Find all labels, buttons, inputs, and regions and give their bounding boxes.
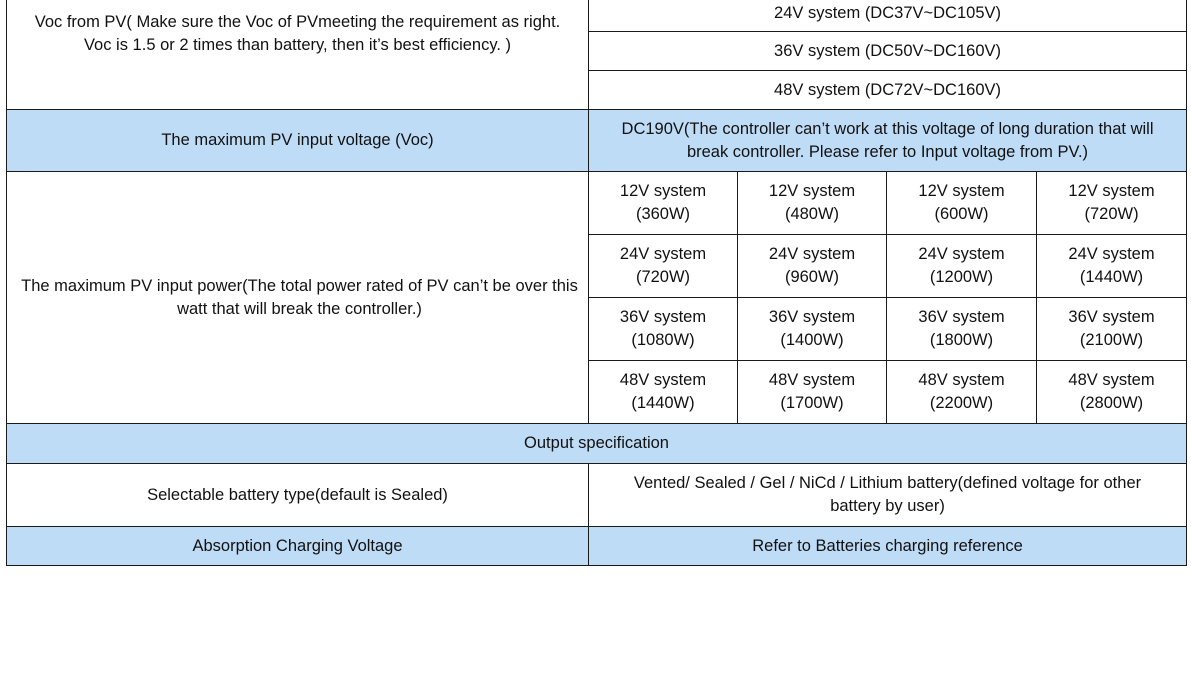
power-cell xyxy=(1037,298,1187,361)
power-system: 12V system xyxy=(1068,182,1155,200)
power-cell xyxy=(738,361,887,424)
power-watts: (1440W) xyxy=(631,394,695,412)
battery-type-label-text: Selectable battery type(default is Sealed) xyxy=(147,485,448,504)
voc-row-1 xyxy=(7,0,1187,32)
max-voltage-value-text: DC190V(The controller can’t work at this voltage of long duration that will break controller. Please refer to Input voltage from PV.) xyxy=(621,119,1154,161)
power-cell xyxy=(1037,361,1187,424)
power-watts: (1200W) xyxy=(929,268,994,286)
voc-label: Voc from PV( Make sure the Voc of PVmeeting the requirement as right. Voc is 1.5 or 2 times than battery, then it’s best efficiency. ) xyxy=(34,13,561,54)
power-system: 24V system xyxy=(619,245,707,263)
absorption-value-text: Refer to Batteries charging reference xyxy=(752,536,1023,555)
power-cell xyxy=(589,235,738,298)
voc-value-36v-text: 36V system (DC50V~DC160V) xyxy=(774,41,1001,60)
power-cell xyxy=(738,172,887,235)
power-cell xyxy=(589,172,738,235)
power-watts: (2200W) xyxy=(929,394,994,412)
max-voltage-label-text: The maximum PV input voltage (Voc) xyxy=(161,131,434,149)
power-system: 24V system xyxy=(768,245,856,263)
absorption-label-text: Absorption Charging Voltage xyxy=(192,536,403,555)
power-system: 48V system xyxy=(619,371,707,389)
power-cell xyxy=(589,361,738,424)
power-cell xyxy=(887,235,1037,298)
power-cell xyxy=(738,298,887,361)
max-voltage-value xyxy=(589,110,1187,172)
power-watts: (1700W) xyxy=(780,394,844,412)
max-voltage-row xyxy=(7,110,1187,172)
power-cell xyxy=(887,172,1037,235)
absorption-row xyxy=(7,527,1187,566)
max-power-label-text: The maximum PV input power(The total power rated of PV can’t be over this watt that will break the controller.) xyxy=(21,276,578,318)
power-watts: (1080W) xyxy=(631,331,695,349)
power-watts: (720W) xyxy=(1084,205,1139,223)
power-watts: (600W) xyxy=(934,205,989,223)
max-power-label xyxy=(7,172,589,424)
power-watts: (480W) xyxy=(784,205,840,223)
absorption-label xyxy=(7,527,589,566)
power-system: 24V system xyxy=(1068,245,1155,263)
voc-value-48v xyxy=(589,71,1187,110)
power-system: 48V system xyxy=(1068,371,1155,389)
power-watts: (360W) xyxy=(635,205,691,223)
battery-type-value-text: Vented/ Sealed / Gel / NiCd / Lithium battery(defined voltage for other battery by user) xyxy=(633,474,1142,515)
output-section-title-text: Output specification xyxy=(524,434,669,452)
power-system: 12V system xyxy=(768,182,856,200)
power-watts: (720W) xyxy=(635,268,691,286)
power-watts: (1800W) xyxy=(929,331,994,349)
output-section-title xyxy=(7,424,1187,464)
max-voltage-label xyxy=(7,110,589,172)
power-system: 12V system xyxy=(918,182,1005,200)
power-system: 12V system xyxy=(619,182,707,200)
power-cell xyxy=(887,298,1037,361)
power-system: 48V system xyxy=(918,371,1005,389)
voc-value-24v-text: 24V system (DC37V~DC105V) xyxy=(774,4,1001,22)
power-cell xyxy=(1037,235,1187,298)
spec-table xyxy=(6,0,1187,566)
power-watts: (1440W) xyxy=(1079,268,1144,286)
power-watts: (2800W) xyxy=(1079,394,1144,412)
battery-type-label xyxy=(7,464,589,527)
voc-value-48v-text: 48V system (DC72V~DC160V) xyxy=(774,80,1001,99)
max-power-row-12v xyxy=(7,172,1187,235)
voc-value-24v xyxy=(589,0,1187,32)
power-cell xyxy=(738,235,887,298)
battery-type-row xyxy=(7,464,1187,527)
power-system: 36V system xyxy=(1068,308,1155,326)
power-system: 24V system xyxy=(918,245,1005,263)
power-watts: (960W) xyxy=(784,268,840,286)
power-cell xyxy=(1037,172,1187,235)
power-watts: (2100W) xyxy=(1079,331,1144,349)
battery-type-value xyxy=(589,464,1187,527)
power-cell xyxy=(589,298,738,361)
voc-value-36v xyxy=(589,32,1187,71)
power-system: 36V system xyxy=(768,308,856,326)
absorption-value xyxy=(589,527,1187,566)
power-system: 48V system xyxy=(768,371,856,389)
power-system: 36V system xyxy=(619,308,707,326)
output-section-header xyxy=(7,424,1187,464)
power-cell xyxy=(887,361,1037,424)
power-watts: (1400W) xyxy=(780,331,844,349)
voc-label-cell xyxy=(7,0,589,110)
power-system: 36V system xyxy=(918,308,1005,326)
